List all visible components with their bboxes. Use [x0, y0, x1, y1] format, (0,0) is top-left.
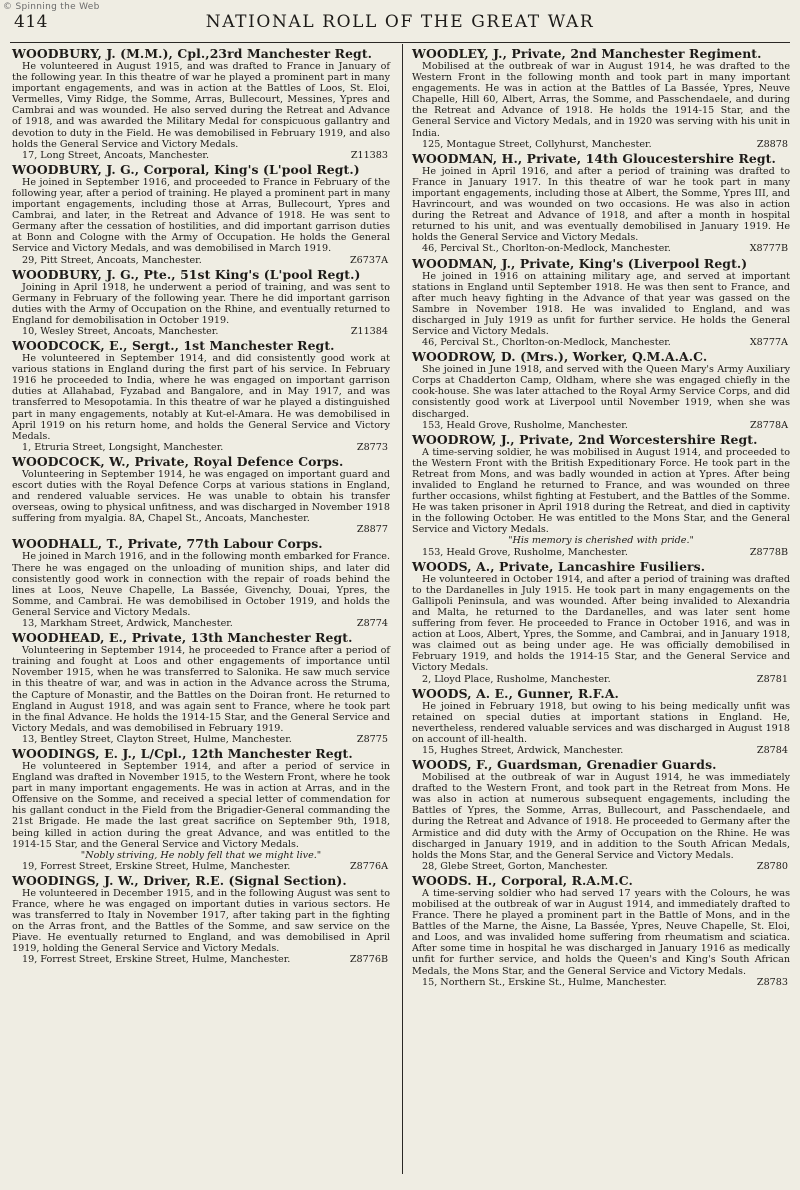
entry-body: He volunteered in September 1914, and did consistently good work at various stations in England during the first part of his service. In February 1916 he proceeded to India, where he was engaged on important garrison duties at Allahabad, Fyzabad and Bangalore, and in May 1917, and was transferred to Mesopotamia. In this theatre of war he played a distinguished part in many engagements, notably at Kut-el-Amara. He was demobilised in April 1919 on his return home, and holds the General Service and Victory Medals. [12, 353, 390, 442]
entry-body: He joined in March 1916, and in the following month embarked for France. There he was engaged on the unloading of munition ships, and later did consistently good work in connection with the repair of roads behind the lines at Loos, Neuve Chapelle, La Bassée, Givenchy, Douai, Ypres, the Somme, and Cambrai. He was demobilised in October 1919, and holds the General Service and Victory Medals. [12, 551, 390, 618]
entry-address: 125, Montague Street, Collyhurst, Manchester. [422, 138, 652, 150]
roll-entry [12, 162, 390, 266]
entry-reference: Z11384 [350, 325, 388, 337]
entry-body: He volunteered in October 1914, and after a period of training was drafted to the Dardanelles in July 1915. He took part in many engagements on the Gallipoli Peninsula, and was wounded. After being invalided to Alexandria and Malta, he returned to the Dardanelles, and was later sent home suffering from fever. He proceeded to France in October 1916, and was in action at Loos, Albert, Ypres, the Somme, and Cambrai, and in January 1918, was claimed out as being under age. He was officially demobilised in February 1919, and holds the 1914-15 Star, and the General Service and Victory Medals. [412, 573, 790, 674]
entry-heading: WOODCOCK, E., Sergt., 1st Manchester Regt. [12, 338, 335, 354]
entry-reference: Z8776B [349, 954, 388, 966]
watermark: © Spinning the Web [3, 2, 100, 12]
roll-entry [12, 873, 390, 966]
roll-entry [12, 46, 390, 161]
entry-body: She joined in June 1918, and served with the Queen Mary's Army Auxiliary Corps at Chadderton Camp, Oldham, where she was engaged chiefly in the cook-house. She was later attached to the Royal Army Service Corps, and did consistently good work at Liverpool until November 1919, when she was discharged. [412, 364, 790, 420]
entry-heading: WOODBURY, J. G., Pte., 51st King's (L'pool Regt.) [12, 266, 361, 282]
entry-reference: Z8784 [756, 744, 788, 756]
entry-address-line [12, 618, 390, 629]
roll-entry [12, 454, 390, 536]
entry-reference: X8777B [749, 243, 788, 255]
roll-entry [412, 686, 790, 756]
entry-address-line [12, 861, 390, 872]
entry-address: 17, Long Street, Ancoats, Manchester. [22, 149, 209, 161]
entry-verse: "Nobly striving, He nobly fell that we might live." [80, 849, 322, 861]
entry-address-line [412, 745, 790, 756]
entry-address: 15, Northern St., Erskine St., Hulme, Manchester. [422, 976, 667, 988]
entry-heading: WOODROW, D. (Mrs.), Worker, Q.M.A.A.C. [412, 349, 708, 365]
entry-reference: Z8780 [756, 860, 788, 872]
entry-address-line [12, 442, 390, 453]
entry-body: He joined in February 1918, but owing to his being medically unfit was retained on special duties at important stations in England. He, nevertheless, rendered valuable services and was discharged in August 1918 on account of ill-health. [412, 700, 790, 745]
entry-heading: WOODROW, J., Private, 2nd Worcestershire Regt. [412, 431, 758, 447]
entry-address-line [412, 420, 790, 431]
entry-reference: Z8775 [356, 733, 388, 745]
entry-heading: WOODHEAD, E., Private, 13th Manchester Regt. [12, 630, 353, 646]
entry-reference: Z8783 [756, 976, 788, 988]
entry-address: 15, Hughes Street, Ardwick, Manchester. [422, 744, 624, 756]
entry-address-line [12, 150, 390, 161]
entry-address: 29, Pitt Street, Ancoats, Manchester. [22, 254, 202, 266]
entry-address-line [12, 326, 390, 337]
entry-reference: Z8878 [756, 138, 788, 150]
header-rule [10, 42, 790, 43]
entry-heading: WOODCOCK, W., Private, Royal Defence Corps. [12, 453, 344, 469]
entry-body: He volunteered in August 1915, and was drafted to France in January of the following year. In this theatre of war he played a prominent part in many important engagements, and was in action at the Battles of Loos, St. Eloi, Vermelles, Vimy Ridge, the Somme, Arras, Bullecourt, Messines, Ypres and Cambrai and was wounded. He also served during the Retreat and Advance of 1918, and was awarded the Military Medal for conspicuous gallantry and devotion to duty in the Field. He was demobilised in February 1919, and also holds the General Service and Victory Medals. [12, 61, 390, 150]
entry-heading: WOODS, A., Private, Lancashire Fusiliers. [412, 558, 706, 574]
entry-address-line [12, 255, 390, 266]
entry-address: 10, Wesley Street, Ancoats, Manchester. [22, 325, 219, 337]
roll-entry [412, 559, 790, 685]
entry-verse: "His memory is cherished with pride." [508, 535, 694, 547]
entry-reference: Z8781 [756, 673, 788, 685]
entry-body: A time-serving soldier who had served 17 years with the Colours, he was mobilised at the outbreak of war in August 1914, and immediately drafted to France. There he played a prominent part in the Battle of Mons, and in the Battles of the Marne, the Aisne, La Bassée, Ypres, Neuve Chapelle, St. Eloi, and Loos, and was invalided home suffering from rheumatism and sciatica. After some time in hospital he was discharged in January 1916 as medically unfit for further service, and holds the Queen's and King's South African Medals, the Mons Star, and the General Service and Victory Medals. [412, 887, 790, 977]
entry-heading: WOODINGS, E. J., L/Cpl., 12th Manchester Regt. [12, 745, 353, 761]
entry-heading: WOODS. H., Corporal, R.A.M.C. [412, 872, 633, 888]
entry-reference: Z6737A [349, 254, 388, 266]
entry-address: 1, Etruria Street, Longsight, Manchester. [22, 441, 224, 453]
roll-entry [12, 630, 390, 745]
entry-address: 153, Heald Grove, Rusholme, Manchester. [422, 419, 628, 431]
roll-entry [412, 46, 790, 150]
entry-address: 13, Bentley Street, Clayton Street, Hulme, Manchester. [22, 733, 292, 745]
roll-entry [412, 151, 790, 255]
roll-entry [12, 746, 390, 872]
entry-address: 13, Markham Street, Ardwick, Manchester. [22, 618, 233, 630]
entry-body: He joined in April 1916, and after a period of training was drafted to France in January 1917. In this theatre of war he took part in many important engagements, including those at Albert, the Somme, Ypres III, and Havrincourt, and was wounded on two occasions. He was also in action during the Retreat and Advance of 1918, and after a month in hospital returned to his unit, and was eventually demobilised in January 1919. He holds the General Service and Victory Medals. [412, 165, 790, 244]
entry-reference: Z8776A [349, 860, 388, 872]
entry-body: Volunteering in September 1914, he was engaged on important guard and escort duties with the Royal Defence Corps at various stations in England, and rendered valuable services. He was unable to obtain his transfer overseas, owing to physical unfitness, and was discharged in November 1918 suffering from myalgia. 8A, Chapel St., Ancoats, Manchester. [12, 468, 390, 525]
entry-reference: Z8774 [356, 618, 388, 630]
entry-body: Mobilised at the outbreak of war in August 1914, he was drafted to the Western Front in the following month and took part in many important engagements. He was in action at the Battles of La Bassée, Ypres, Neuve Chapelle, Hill 60, Albert, Arras, the Somme, and Passchendaele, and during the Retreat and Advance of 1918. He holds the 1914-15 Star, and the General Service and Victory Medals, and in 1920 was serving with his unit in India. [412, 61, 790, 139]
roll-entry [412, 873, 790, 988]
entry-body: He volunteered in September 1914, and after a period of service in England was drafted in November 1915, to the Western Front, where he took part in many important engagements. He was in action at Arras, and in the Offensive on the Somme, and received a special letter of commendation for his gallant conduct in the Field from the Brigadier-General commanding the 21st Brigade. He made the last great sacrifice on September 9th, 1918, being killed in action during the great Advance, and was entitled to the 1914-15 Star, and the General Service and Victory Medals. [12, 760, 390, 850]
entry-reference: Z8877 [356, 524, 388, 536]
entry-address: 19, Forrest Street, Erskine Street, Hulme, Manchester. [22, 954, 291, 966]
entry-heading: WOODBURY, J. (M.M.), Cpl.,23rd Manchester Regt. [12, 46, 373, 61]
entry-heading: WOODMAN, J., Private, King's (Liverpool Regt.) [412, 255, 748, 271]
entry-heading: WOODHALL, T., Private, 77th Labour Corps. [12, 536, 323, 552]
entry-address: 19, Forrest Street, Erskine Street, Hulme, Manchester. [22, 860, 291, 872]
entry-body: He volunteered in December 1915, and in the following August was sent to France, where he was engaged on important duties in various sectors. He was transferred to Italy in November 1917, after taking part in the fighting on the Arras front, and the Battles of the Somme, and saw service on the Piave. He eventually returned to England, and was demobilised in April 1919, holding the General Service and Victory Medals. [12, 887, 390, 955]
page-number: 414 [14, 12, 48, 32]
entry-body: Volunteering in September 1914, he proceeded to France after a period of training and fought at Loos and other engagements of importance until November 1915, when he was transferred to Salonika. He saw much service in this theatre of war, and was in action in the Advance across the Struma, the Capture of Monastir, and the Battles on the Doiran front. He returned to England in August 1918, and was again sent to France, where he took part in the final Advance. He holds the 1914-15 Star, and the General Service and Victory Medals, and was demobilised in February 1919. [12, 645, 390, 734]
roll-entry [412, 432, 790, 558]
entry-body: He joined in 1916 on attaining military age, and served at important stations in England until September 1918. He was then sent to France, and after much heavy fighting in the Advance of that year was gassed on the Sambre in November 1918. He was invalided to England, and was discharged in July 1919 as unfit for further service. He holds the General Service and Victory Medals. [412, 270, 790, 337]
entry-body: He joined in September 1916, and proceeded to France in February of the following year, after a period of training. He played a prominent part in many important engagements, including those at Arras, Bullecourt, Ypres and Cambrai, and later, in the Retreat and Advance of 1918. He was sent to Germany after the cessation of hostilities, and did important garrison duties at Bonn and Cologne with the Army of Occupation. He holds the General Service and Victory Medals, and was demobilised in March 1919. [12, 176, 391, 255]
entry-address-line [412, 861, 790, 872]
entry-address: 153, Heald Grove, Rusholme, Manchester. [422, 546, 628, 558]
entry-heading: WOODINGS, J. W., Driver, R.E. (Signal Section). [12, 872, 347, 888]
entry-reference: X8777A [749, 337, 788, 349]
entry-heading: WOODS, F., Guardsman, Grenadier Guards. [412, 757, 717, 773]
entry-reference: Z8778A [749, 419, 788, 431]
entry-address-line [12, 524, 390, 535]
entry-heading: WOODBURY, J. G., Corporal, King's (L'pool Regt.) [12, 161, 360, 177]
entry-address: 2, Lloyd Place, Rusholme, Manchester. [422, 673, 611, 685]
left-column [12, 46, 390, 967]
entry-body: Mobilised at the outbreak of war in August 1914, he was immediately drafted to the Western Front, and took part in the Retreat from Mons. He was also in action at numerous subsequent engagements, including the Battles of Ypres, the Somme, Arras, Bullecourt, and Passchendaele, and during the Retreat and Advance of 1918. He proceeded to Germany after the Armistice and did duty with the Army of Occupation on the Rhine. He was discharged in January 1919, and in addition to the South African Medals, holds the Mons Star, and the General Service and Victory Medals. [412, 772, 790, 861]
entry-address-line [12, 954, 390, 965]
right-column [412, 46, 790, 989]
roll-entry [412, 757, 790, 872]
entry-reference: Z8778B [749, 546, 788, 558]
entry-body: Joining in April 1918, he underwent a period of training, and was sent to Germany in February of the following year. There he did important garrison duties with the Army of Occupation on the Rhine, and eventually returned to England for demobilisation in October 1919. [12, 281, 390, 326]
entry-heading: WOODS, A. E., Gunner, R.F.A. [412, 685, 619, 701]
entry-address-line [12, 734, 390, 745]
entry-reference: Z8773 [356, 441, 388, 453]
entry-address-line [412, 243, 790, 254]
roll-entry [412, 349, 790, 431]
roll-entry [12, 338, 390, 453]
entry-address-line [412, 337, 790, 348]
page-header [0, 12, 800, 38]
entry-reference: Z11383 [350, 149, 388, 161]
entry-heading: WOODMAN, H., Private, 14th Gloucestershire Regt. [412, 150, 776, 166]
roll-entry [412, 256, 790, 349]
entry-address-line [412, 139, 790, 150]
column-divider [402, 44, 403, 1174]
entry-address: 46, Percival St., Chorlton-on-Medlock, Manchester. [422, 337, 671, 349]
entry-address-line [412, 547, 790, 558]
entry-body: A time-serving soldier, he was mobilised in August 1914, and proceeded to the Western Front with the British Expeditionary Force. He took part in the Retreat from Mons, and was badly wounded in action at Ypres. After being invalided to England he returned to France, and was wounded on three further occasions, whilst fighting at Festubert, and the Battles of the Somme. He was taken prisoner in April 1918 during the Retreat, and died in captivity in the following October. He was entitled to the Mons Star, and the General Service and Victory Medals. [412, 446, 790, 536]
entry-address-line [412, 977, 790, 988]
roll-entry [12, 267, 390, 337]
entry-heading: WOODLEY, J., Private, 2nd Manchester Regiment. [412, 46, 762, 61]
roll-entry [12, 536, 390, 629]
entry-address: 28, Glebe Street, Gorton, Manchester. [422, 860, 608, 872]
page-title: NATIONAL ROLL OF THE GREAT WAR [205, 12, 595, 32]
entry-address-line [412, 674, 790, 685]
entry-address: 46, Percival St., Chorlton-on-Medlock, Manchester. [422, 243, 671, 255]
